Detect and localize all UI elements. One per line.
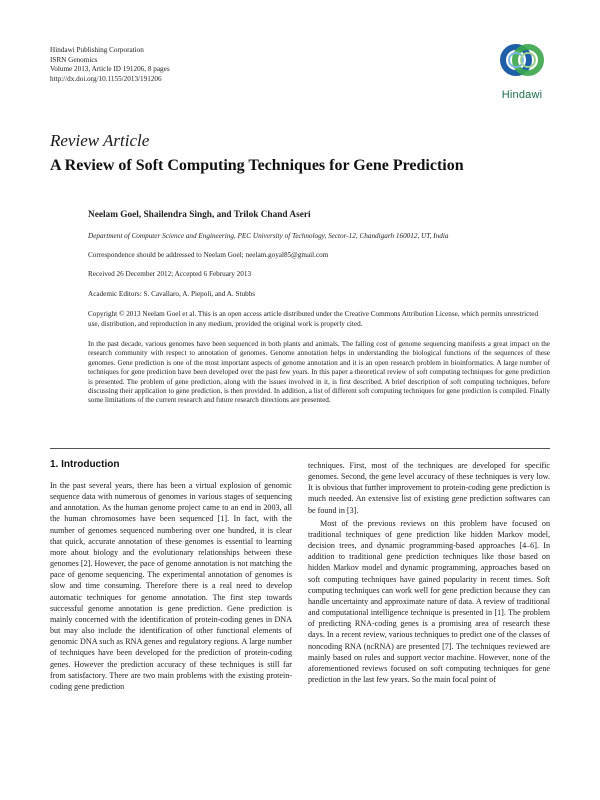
received-accepted-dates: Received 26 December 2012; Accepted 6 February 2013 bbox=[88, 270, 252, 278]
right-column bbox=[308, 460, 550, 685]
academic-editors: Academic Editors: S. Cavallaro, A. Piepoli, and A. Stubbs bbox=[88, 290, 256, 298]
article-title: A Review of Soft Computing Techniques for Gene Prediction bbox=[50, 157, 464, 174]
logo-text: Hindawi bbox=[501, 89, 543, 101]
doi-link[interactable]: http://dx.doi.org/10.1155/2013/191206 bbox=[50, 74, 162, 83]
correspondence: Correspondence should be addressed to Neelam Goel; neelam.goyal85@gmail.com bbox=[88, 251, 329, 259]
publisher-name: Hindawi Publishing Corporation bbox=[50, 46, 144, 54]
article-type: Review Article bbox=[50, 131, 150, 150]
body-paragraph: Most of the previous reviews on this problem have focused on traditional techniques of gene prediction like hidden Markov model, decision trees, and dynamic programming-based approaches [4–6]. In addition to traditional gene prediction techniques like those based on hidden Markov model and dynamic programming, approaches based on soft computing techniques have gained popularity in recent times. Soft computing techniques can work well for gene prediction because they can handle uncertainty and approximate nature of data. A review of traditional and computational intelligence technique is presented in [1]. The problem of predicting RNA-coding genes is a promising area of research these days. In a recent review, various techniques to predict one of the classes of noncoding RNA (ncRNA) are presented [7]. The techniques reviewed are mainly based on rules and support vector machine. However, none of the aforementioned reviews focused on soft computing techniques for gene prediction in the last few years. So the main focal point of bbox=[308, 518, 550, 684]
copyright-notice: Copyright © 2013 Neelam Goel et al. This is an open access article distributed under the Creative Commons Attribution License, which permits unrestricted use, distribution, and reproduction in any medium, provided the original work is properly cited. bbox=[88, 310, 539, 328]
author-list: Neelam Goel, Shailendra Singh, and Trilok Chand Aseri bbox=[88, 210, 311, 220]
section-divider bbox=[50, 448, 550, 449]
abstract: In the past decade, various genomes have been sequenced in both plants and animals. The falling cost of genome sequencing manifests a great impact on the research community with respect to annotation of genomes. Genome annotation helps in understanding the biological functions of the sequences of these genomes. Gene prediction is one of the most important aspects of genome annotation and it is an open research problem in bioinformatics. A large number of techniques for gene prediction have been developed over the past few years. In this paper a theoretical review of soft computing techniques for gene prediction is presented. The problem of gene prediction, along with the issues involved in it, is first described. A brief description of soft computing techniques, before discussing their application to gene prediction, is then provided. In addition, a list of different soft computing techniques for gene prediction is compiled. Finally some limitations of the current research and future research directions are presented. bbox=[88, 340, 550, 405]
hindawi-rings-icon bbox=[494, 38, 550, 88]
affiliation: Department of Computer Science and Engineering, PEC University of Technology, Sector-12, Chandigarh 160012, UT, India bbox=[88, 232, 449, 240]
volume-info: Volume 2013, Article ID 191206, 8 pages bbox=[50, 65, 170, 74]
hindawi-logo bbox=[494, 38, 550, 108]
body-paragraph: techniques. First, most of the techniques are developed for specific genomes. Second, the gene level accuracy of these techniques is very low. It is obvious that further improvement to protein-coding gene prediction is much needed. An extensive list of existing gene prediction softwares can be found in [3]. bbox=[308, 461, 550, 515]
journal-header bbox=[50, 46, 170, 84]
left-column bbox=[50, 480, 292, 692]
body-paragraph: In the past several years, there has been a virtual explosion of genomic sequence data with numerous of genomes in various stages of sequencing and annotation. As the human genome project came to an end in 2003, all the human chromosomes have been sequenced [1]. In fact, with the number of genomes sequenced numbering over one hundred, it is clear that quick, accurate annotation of these genomes is essential to learning more about biology and the evolutionary relationships between these genomes [2]. However, the pace of genome annotation is not matching the pace of genome sequencing. The experimental annotation of genomes is slow and time consuming. Therefore there is a real need to develop automatic techniques for genome annotation. The first step towards successful genome annotation is gene prediction. Gene prediction is mainly concerned with the identification of protein-coding genes in DNA but may also include the identification of other functional elements of genomic DNA such as RNA genes and regulatory regions. A large number of techniques have been developed for the prediction of protein-coding genes. However the prediction accuracy of these techniques is still far from satisfactory. There are two main problems with the existing protein-coding gene prediction bbox=[50, 481, 292, 691]
journal-name: ISRN Genomics bbox=[50, 55, 98, 64]
section-heading: 1. Introduction bbox=[50, 459, 120, 470]
